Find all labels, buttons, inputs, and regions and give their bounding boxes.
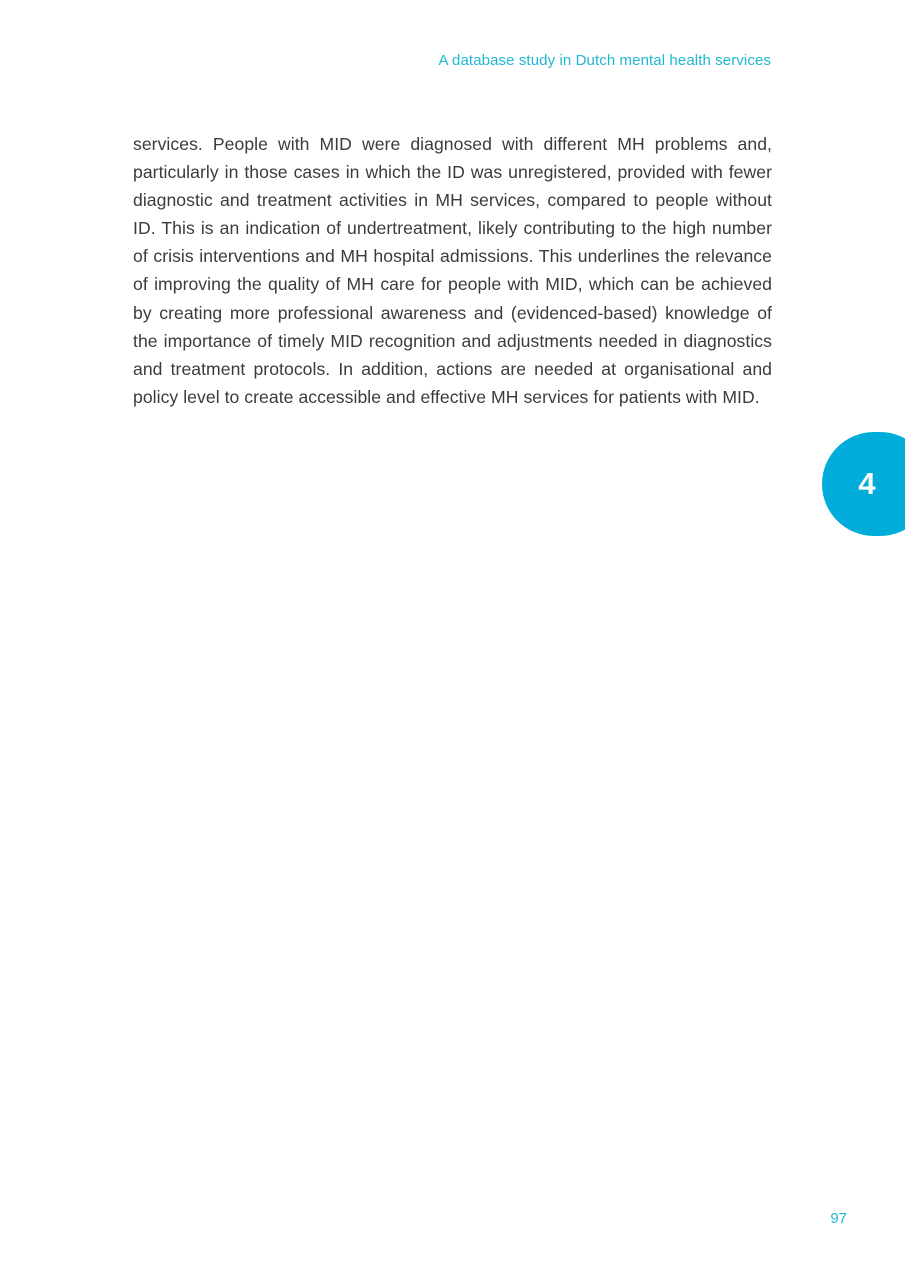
page-number: 97 bbox=[830, 1210, 847, 1227]
body-paragraph: services. People with MID were diagnosed with different MH problems and, particularly in those cases in which the ID was unregistered, provided with fewer diagnostic and treatment activities in MH services, compared to people without ID. This is an indication of undertreatment, likely contributing to the high number of crisis interventions and MH hospital admissions. This underlines the relevance of improving the quality of MH care for people with MID, which can be achieved by creating more professional awareness and (evidenced-based) knowledge of the importance of timely MID recognition and adjustments needed in diagnostics and treatment protocols. In addition, actions are needed at organisational and policy level to create accessible and effective MH services for patients with MID. bbox=[133, 134, 772, 407]
chapter-tab bbox=[822, 432, 905, 536]
running-header: A database study in Dutch mental health services bbox=[438, 52, 771, 69]
chapter-number: 4 bbox=[858, 466, 876, 501]
